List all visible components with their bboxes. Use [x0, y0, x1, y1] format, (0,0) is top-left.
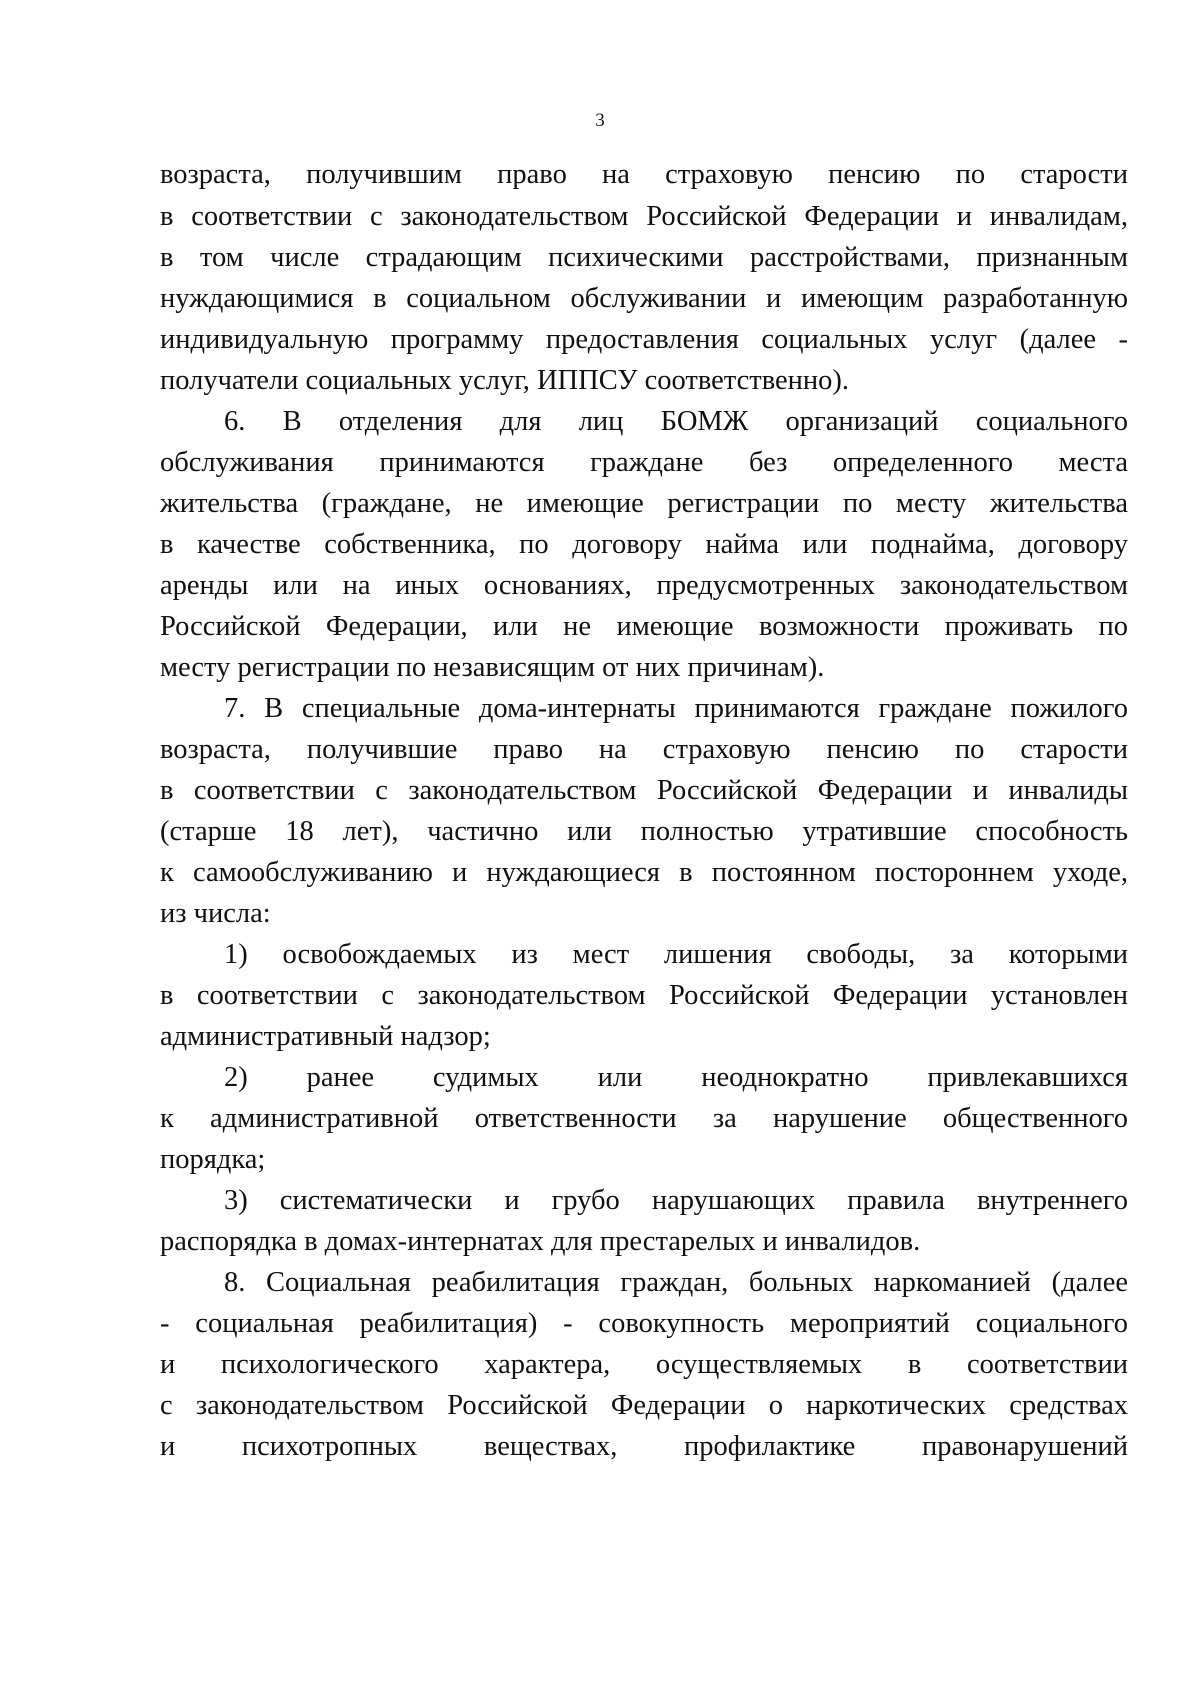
text-line: в соответствии с законодательством Российской Федерации и инвалиды: [160, 775, 1128, 806]
text-line: к самообслуживанию и нуждающиеся в постоянном постороннем уходе,: [160, 857, 1128, 888]
text-line: с законодательством Российской Федерации о наркотических средствах: [160, 1390, 1128, 1421]
list-item-line: 1) освобождаемых из мест лишения свободы, за которыми: [224, 939, 1128, 970]
text-line: получатели социальных услуг, ИППСУ соответственно).: [160, 365, 850, 396]
text-line: и психологического характера, осуществляемых в соответствии: [160, 1349, 1128, 1380]
paragraph-start-line: 8. Социальная реабилитация граждан, больных наркоманией (далее: [224, 1267, 1128, 1298]
text-line: распорядка в домах-интернатах для престарелых и инвалидов.: [160, 1226, 921, 1257]
text-line: в качестве собственника, по договору найма или поднайма, договору: [160, 529, 1128, 560]
paragraph-start-line: 7. В специальные дома-интернаты принимаются граждане пожилого: [224, 693, 1128, 724]
text-line: к административной ответственности за нарушение общественного: [160, 1103, 1128, 1134]
text-line: месту регистрации по независящим от них причинам).: [160, 652, 825, 683]
text-line: возраста, получившим право на страховую пенсию по старости: [160, 159, 1128, 190]
text-line: в соответствии с законодательством Российской Федерации и инвалидам,: [160, 201, 1128, 232]
page-number: 3: [595, 110, 605, 131]
text-line: из числа:: [160, 898, 271, 929]
text-line: жительства (граждане, не имеющие регистрации по месту жительства: [160, 488, 1128, 519]
text-line: обслуживания принимаются граждане без определенного места: [160, 447, 1128, 478]
text-line: индивидуальную программу предоставления социальных услуг (далее -: [160, 324, 1128, 355]
text-line: (старше 18 лет), частично или полностью утратившие способность: [160, 816, 1128, 847]
text-line: - социальная реабилитация) - совокупность мероприятий социального: [160, 1308, 1128, 1339]
text-line: в том числе страдающим психическими расстройствами, признанным: [160, 242, 1128, 273]
text-line: аренды или на иных основаниях, предусмотренных законодательством: [160, 570, 1128, 601]
text-line: и психотропных веществах, профилактике правонарушений: [160, 1431, 1128, 1462]
text-line: возраста, получившие право на страховую пенсию по старости: [160, 734, 1128, 765]
paragraph-start-line: 6. В отделения для лиц БОМЖ организаций социального: [224, 406, 1128, 437]
text-line: административный надзор;: [160, 1021, 491, 1052]
list-item-line: 3) систематически и грубо нарушающих правила внутреннего: [224, 1185, 1128, 1216]
text-line: в соответствии с законодательством Российской Федерации установлен: [160, 980, 1128, 1011]
text-line: нуждающимися в социальном обслуживании и имеющим разработанную: [160, 283, 1128, 314]
text-line: порядка;: [160, 1144, 266, 1175]
text-line: Российской Федерации, или не имеющие возможности проживать по: [160, 611, 1128, 642]
list-item-line: 2) ранее судимых или неоднократно привлекавшихся: [224, 1062, 1128, 1093]
